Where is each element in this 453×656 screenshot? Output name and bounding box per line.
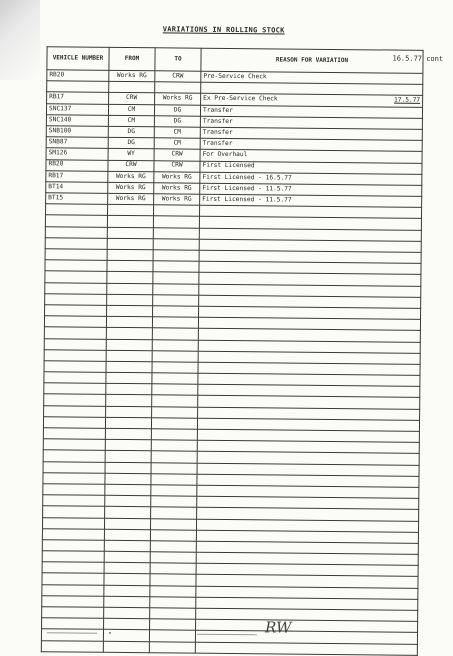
- cell-vehicle-text: SM126: [48, 149, 68, 157]
- cell-reason-text: First Licensed - 16.5.77: [202, 173, 292, 182]
- cell-from-text: CM: [127, 116, 136, 124]
- cell-from: [104, 551, 150, 563]
- cell-vehicle: [43, 439, 105, 451]
- cell-from: [104, 540, 150, 552]
- cell-to: [154, 160, 200, 172]
- cell-vehicle-text: SNB100: [48, 127, 72, 135]
- cell-from: [107, 216, 153, 228]
- cell-from: [108, 171, 154, 183]
- cell-to-text: CRW: [172, 72, 184, 80]
- cell-from: [106, 339, 152, 351]
- cell-vehicle: [44, 316, 106, 328]
- table-body: [41, 70, 423, 655]
- cell-vehicle: [45, 260, 107, 272]
- cell-to: [153, 239, 199, 251]
- cell-from: [107, 238, 153, 250]
- cell-vehicle: [46, 103, 108, 115]
- cell-to: [155, 82, 201, 94]
- cell-to-text: DG: [173, 105, 182, 114]
- row-date: 17.5.77: [394, 96, 421, 105]
- cell-from: [108, 126, 154, 138]
- cell-to: [150, 518, 196, 530]
- cell-from: [108, 160, 154, 172]
- cell-vehicle: [43, 472, 105, 484]
- cell-to: [153, 205, 199, 217]
- cell-vehicle: [43, 428, 105, 440]
- cell-vehicle-text: SNB87: [48, 138, 68, 146]
- cell-to: [154, 116, 200, 128]
- cell-vehicle: [44, 338, 106, 350]
- cell-to: [150, 608, 196, 620]
- cell-from-text: Works RG: [115, 194, 146, 203]
- cell-from: [108, 182, 154, 194]
- cell-to: [151, 429, 197, 441]
- cell-vehicle-text: RB17: [49, 93, 65, 101]
- cell-to: [150, 529, 196, 541]
- cell-vehicle: [44, 361, 106, 373]
- cell-from: [104, 518, 150, 530]
- cell-vehicle: [46, 114, 108, 126]
- cell-to-text: DG: [173, 117, 182, 125]
- cell-to: [153, 295, 199, 307]
- cell-vehicle: [45, 271, 107, 283]
- cell-vehicle: [43, 484, 105, 496]
- cell-to: [150, 541, 196, 553]
- cell-to-text: Works RG: [161, 173, 192, 181]
- cell-from: [105, 507, 151, 519]
- cell-to: [151, 462, 197, 474]
- cell-to: [152, 362, 198, 374]
- cell-from-text: Works RG: [115, 172, 146, 180]
- cell-vehicle: [44, 383, 106, 395]
- cell-to: [151, 473, 197, 485]
- cell-vehicle: [44, 327, 106, 339]
- cell-to: [154, 138, 200, 150]
- cell-from: [104, 607, 150, 619]
- cell-from: [106, 395, 152, 407]
- cell-reason: [195, 642, 417, 655]
- cell-vehicle: [45, 238, 107, 250]
- cell-from: [106, 350, 152, 362]
- cell-vehicle: [44, 394, 106, 406]
- cell-vehicle: [46, 170, 108, 182]
- cell-vehicle: [42, 584, 104, 596]
- cell-from: [104, 574, 150, 586]
- cell-to-text: CRW: [171, 150, 183, 158]
- col-reason: REASON FOR VARIATION: [201, 48, 423, 73]
- cell-from: [105, 417, 151, 429]
- cell-reason-text: Ex Pre-Service Check: [203, 95, 278, 103]
- cell-to-text: Works RG: [161, 195, 192, 203]
- cell-from: [104, 585, 150, 597]
- cell-from: [107, 249, 153, 261]
- cell-to: [150, 563, 196, 575]
- cell-to-text: CM: [173, 139, 181, 147]
- cell-from: [106, 406, 152, 418]
- cell-from: [107, 227, 153, 239]
- cell-from: [107, 294, 153, 306]
- cell-vehicle: [43, 450, 105, 462]
- cell-vehicle: [44, 405, 106, 417]
- cell-vehicle: [45, 282, 107, 294]
- cell-from: [106, 361, 152, 373]
- cell-to: [153, 272, 199, 284]
- cell-to: [153, 306, 199, 318]
- cell-from: [104, 529, 150, 541]
- cell-vehicle: [44, 372, 106, 384]
- cell-to: [151, 485, 197, 497]
- cell-from: [106, 372, 152, 384]
- cell-vehicle: [42, 573, 104, 585]
- cell-to: [153, 216, 199, 228]
- cell-to: [152, 317, 198, 329]
- cell-from: [109, 93, 155, 105]
- cell-vehicle: [46, 193, 108, 205]
- cell-to: [149, 641, 195, 653]
- document-title: VARIATIONS IN ROLLING STOCK: [162, 25, 285, 35]
- cell-from: [107, 261, 153, 273]
- cell-reason-text: First Licensed: [202, 162, 255, 170]
- cell-to: [151, 451, 197, 463]
- header-date: 16.5.77 cont: [392, 54, 444, 64]
- cell-to: [153, 227, 199, 239]
- cell-vehicle: [45, 249, 107, 261]
- variations-table: [41, 46, 424, 655]
- cell-to: [154, 127, 200, 139]
- cell-reason-text: Transfer: [202, 106, 233, 114]
- cell-to: [153, 261, 199, 273]
- cell-reason-text: First Licensed - 11.5.77: [202, 184, 292, 193]
- cell-to: [152, 328, 198, 340]
- cell-to: [153, 283, 199, 295]
- cell-vehicle: [46, 137, 108, 149]
- cell-vehicle: [43, 417, 105, 429]
- cell-reason-text: Transfer: [202, 128, 233, 136]
- cell-reason-text: First Licensed - 11.5.77: [202, 195, 292, 204]
- cell-vehicle-text: RB17: [48, 171, 64, 180]
- cell-vehicle: [45, 305, 107, 317]
- cell-from-text: CM: [127, 105, 136, 113]
- cell-from-text: CRW: [126, 94, 138, 102]
- cell-from: [105, 451, 151, 463]
- cell-vehicle: [46, 182, 108, 194]
- cell-from: [105, 439, 151, 451]
- cell-reason-text: For Overhaul: [202, 151, 248, 159]
- cell-vehicle: [44, 349, 106, 361]
- cell-from: [105, 495, 151, 507]
- cell-vehicle: [47, 70, 109, 82]
- cell-from-text: WY: [127, 150, 135, 158]
- cell-to-text: Works RG: [162, 94, 193, 102]
- cell-to-text: CM: [173, 128, 182, 136]
- cell-from-text: DG: [127, 127, 136, 136]
- cell-from: [108, 137, 154, 149]
- cell-to: [154, 183, 200, 195]
- cell-vehicle: [42, 517, 104, 529]
- cell-from: [103, 641, 149, 653]
- cell-from: [106, 328, 152, 340]
- cell-from: [104, 563, 150, 575]
- cell-from: [105, 484, 151, 496]
- cell-to-text: CRW: [171, 161, 183, 170]
- cell-to: [153, 250, 199, 262]
- cell-to: [155, 71, 201, 83]
- cell-from: [105, 462, 151, 474]
- cell-vehicle: [47, 81, 109, 93]
- cell-from: [107, 283, 153, 295]
- cell-vehicle-text: SNC140: [48, 115, 72, 124]
- cell-vehicle: [46, 159, 108, 171]
- cell-reason-text: Pre-Service Check: [203, 72, 267, 81]
- cell-vehicle: [45, 293, 107, 305]
- cell-to: [152, 395, 198, 407]
- cell-vehicle: [45, 204, 107, 216]
- cell-vehicle: [41, 640, 103, 652]
- cell-to: [154, 194, 200, 206]
- cell-vehicle: [42, 540, 104, 552]
- cell-vehicle-text: BT14: [48, 183, 64, 191]
- cell-to: [154, 171, 200, 183]
- signature: RW: [264, 618, 292, 637]
- cell-to: [151, 496, 197, 508]
- cell-from: [106, 384, 152, 396]
- cell-vehicle: [42, 562, 104, 574]
- cell-to: [150, 597, 196, 609]
- cell-to: [152, 384, 198, 396]
- cell-vehicle: [42, 596, 104, 608]
- cell-vehicle: [43, 506, 105, 518]
- cell-from-text: CRW: [125, 161, 137, 169]
- cell-vehicle: [46, 126, 108, 138]
- cell-vehicle: [45, 226, 107, 238]
- cell-from-text: DG: [127, 139, 135, 147]
- cell-vehicle: [42, 607, 104, 619]
- cell-from: [105, 428, 151, 440]
- cell-from: [107, 272, 153, 284]
- cell-to: [151, 440, 197, 452]
- cell-from-text: Works RG: [116, 71, 147, 80]
- cell-to: [152, 339, 198, 351]
- cell-from: [107, 305, 153, 317]
- cell-vehicle: [47, 92, 109, 104]
- cell-vehicle-text: RB20: [49, 71, 65, 79]
- cell-from: [108, 104, 154, 116]
- cell-to: [151, 418, 197, 430]
- cell-vehicle: [46, 148, 108, 160]
- cell-vehicle-text: RB20: [48, 160, 64, 168]
- cell-vehicle-text: BT15: [48, 194, 64, 202]
- cell-vehicle: [43, 495, 105, 507]
- col-vehicle-number: VEHICLE NUMBER: [47, 47, 109, 71]
- cell-to: [154, 104, 200, 116]
- cell-from: [104, 596, 150, 608]
- cell-reason-text: Transfer: [202, 117, 233, 125]
- cell-from: [108, 149, 154, 161]
- cell-vehicle: [42, 528, 104, 540]
- cell-from: [107, 205, 153, 217]
- cell-to: [150, 585, 196, 597]
- cell-to: [152, 406, 198, 418]
- cell-vehicle: [45, 215, 107, 227]
- cell-to: [151, 507, 197, 519]
- cell-to: [150, 574, 196, 586]
- cell-to-text: Works RG: [161, 184, 192, 192]
- cell-vehicle: [42, 551, 104, 563]
- cell-from: [108, 193, 154, 205]
- cell-to: [152, 373, 198, 385]
- cell-from: [109, 70, 155, 82]
- cell-to: [150, 552, 196, 564]
- cell-to: [155, 93, 201, 105]
- cell-vehicle-text: SNC137: [48, 104, 72, 113]
- cell-vehicle: [43, 461, 105, 473]
- cell-to: [152, 350, 198, 362]
- blank-row: [41, 640, 417, 655]
- cell-from-text: Works RG: [115, 183, 146, 192]
- cell-reason-text: Transfer: [202, 139, 233, 148]
- cell-from: [109, 82, 155, 94]
- cell-from: [108, 115, 154, 127]
- cell-from: [106, 316, 152, 328]
- col-from: FROM: [109, 47, 155, 70]
- cell-to: [154, 149, 200, 161]
- col-to: TO: [155, 48, 201, 71]
- cell-from: [105, 473, 151, 485]
